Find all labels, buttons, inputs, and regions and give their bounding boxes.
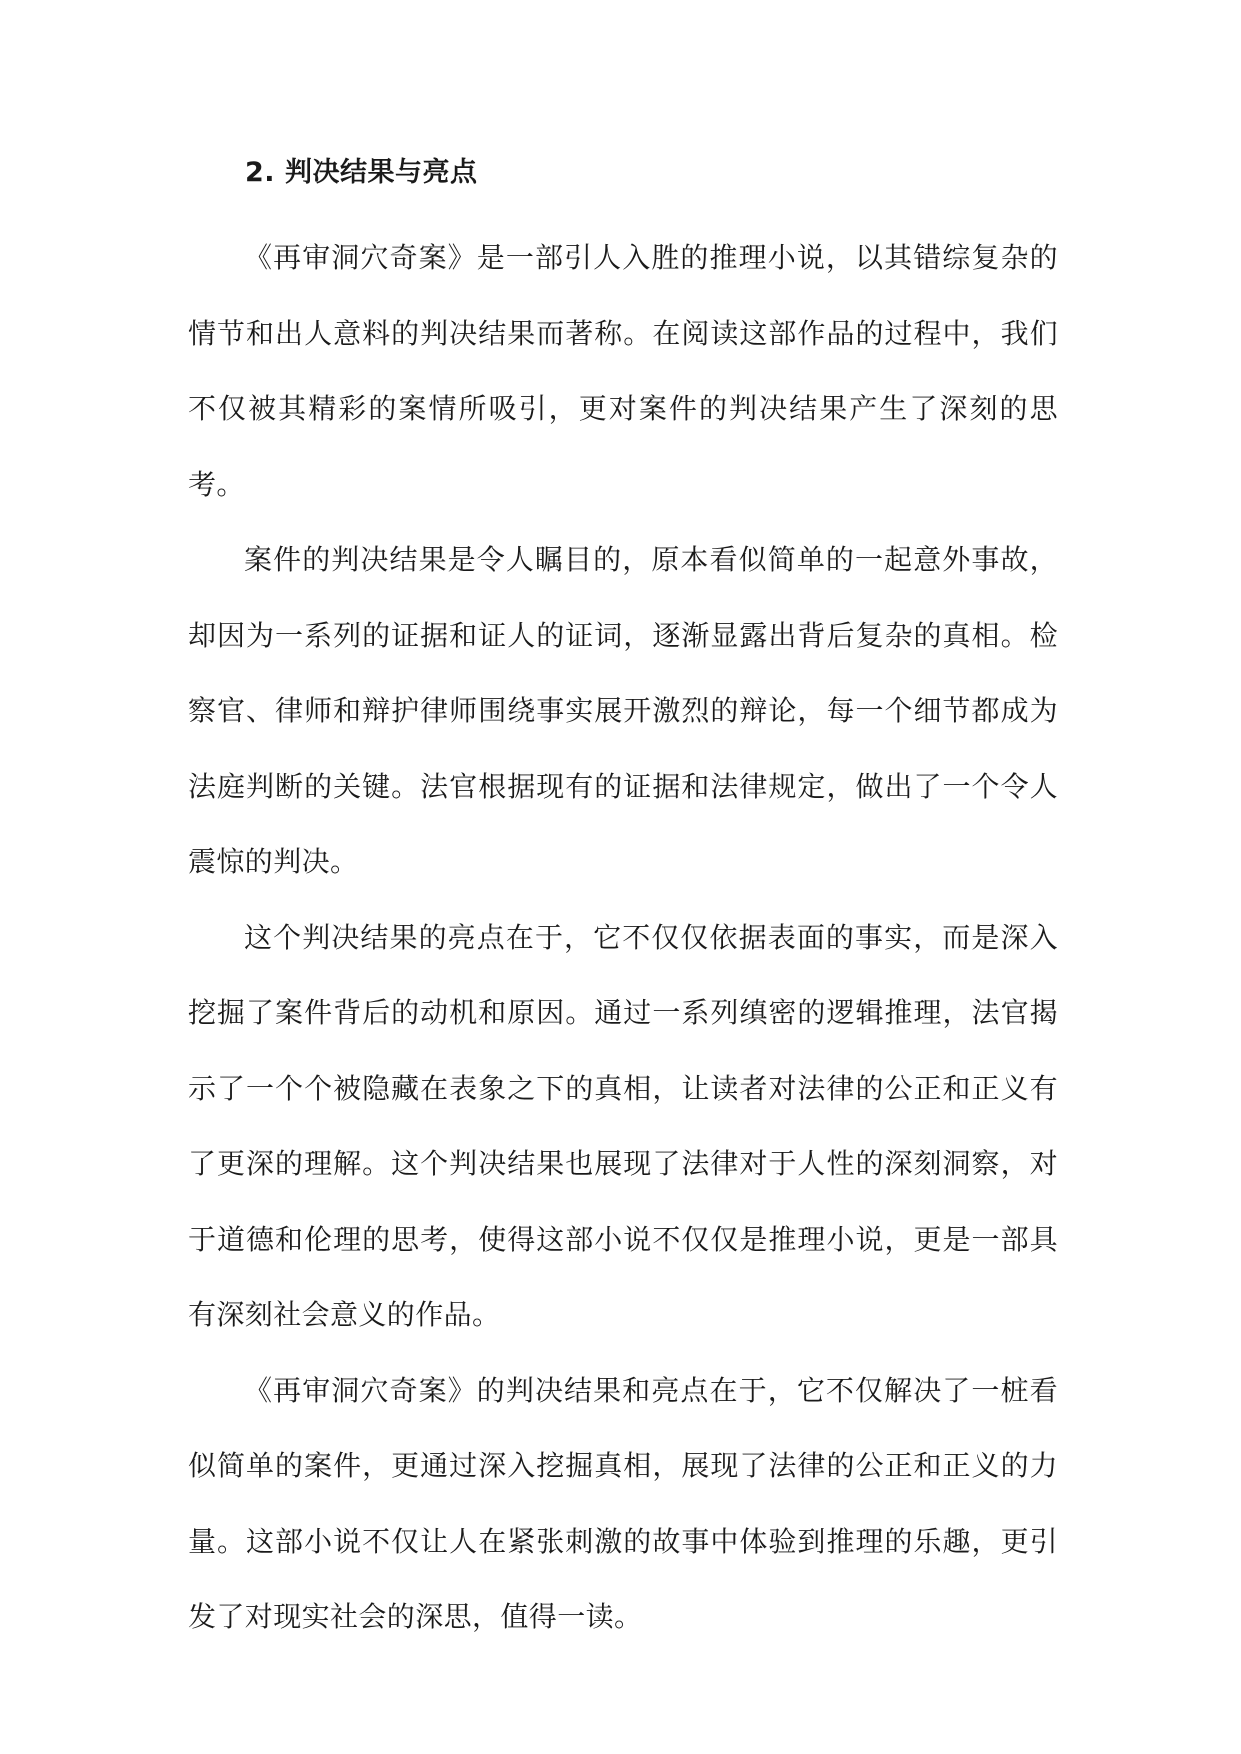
paragraph-4: 《再审洞穴奇案》的判决结果和亮点在于，它不仅解决了一桩看似简单的案件，更通过深入挖掘真相，展现了法律的公正和正义的力量。这部小说不仅让人在紧张刺激的故事中体验到推理的乐趣，更引发了对现实社会的深思，值得一读。 [188, 1373, 1058, 1633]
paragraph-1: 《再审洞穴奇案》是一部引人入胜的推理小说，以其错综复杂的情节和出人意料的判决结果而著称。在阅读这部作品的过程中，我们不仅被其精彩的案情所吸引，更对案件的判决结果产生了深刻的思考。 [188, 241, 1058, 501]
paragraph-2: 案件的判决结果是令人瞩目的，原本看似简单的一起意外事故，却因为一系列的证据和证人的证词，逐渐显露出背后复杂的真相。检察官、律师和辩护律师围绕事实展开激烈的辩论，每一个细节都成为法庭判断的关键。法官根据现有的证据和法律规定，做出了一个令人震惊的判决。 [188, 543, 1058, 878]
body-text [188, 220, 1058, 1655]
paragraph-3: 这个判决结果的亮点在于，它不仅仅依据表面的事实，而是深入挖掘了案件背后的动机和原因。通过一系列缜密的逻辑推理，法官揭示了一个个被隐藏在表象之下的真相，让读者对法律的公正和正义有了更深的理解。这个判决结果也展现了法律对于人性的深刻洞察，对于道德和伦理的思考，使得这部小说不仅仅是推理小说，更是一部具有深刻社会意义的作品。 [188, 920, 1058, 1331]
section-heading: 2. 判决结果与亮点 [245, 157, 478, 188]
